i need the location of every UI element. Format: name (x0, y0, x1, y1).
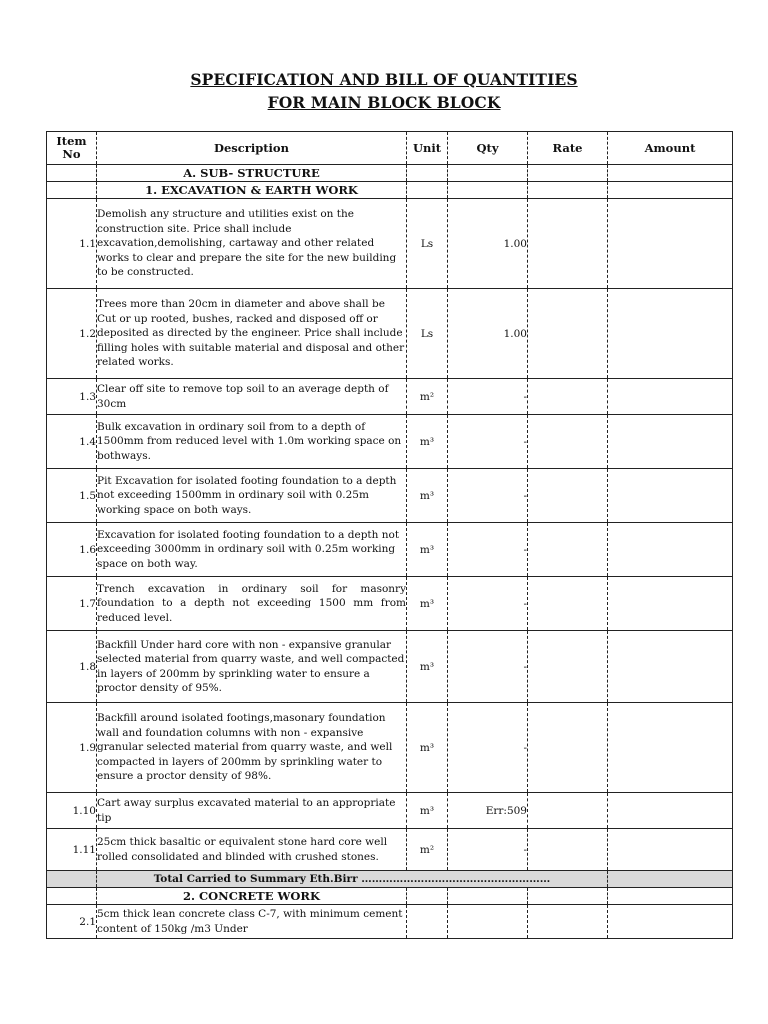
item-unit: Ls (407, 199, 448, 289)
item-qty: 1.00 (448, 289, 528, 379)
item-no: 1.6 (47, 523, 97, 577)
item-description: Backfill Under hard core with non - expansive granular selected material from quarry waste, and well compacted in layers of 200mm by sprinkling water to ensure a proctor density of 95%. (97, 631, 407, 703)
item-amount (608, 577, 733, 631)
header-amount: Amount (608, 132, 733, 165)
table-row (47, 379, 733, 415)
item-amount (608, 199, 733, 289)
item-description: Clear off site to remove top soil to an average depth of 30cm (97, 379, 407, 415)
section-excavation: 1. EXCAVATION & EARTH WORK (97, 182, 407, 199)
table-row (47, 631, 733, 703)
item-unit: m³ (407, 415, 448, 469)
item-rate (528, 289, 608, 379)
section-sub-structure: A. SUB- STRUCTURE (97, 165, 407, 182)
item-rate (528, 379, 608, 415)
table-row (47, 469, 733, 523)
item-rate (528, 577, 608, 631)
item-description: Demolish any structure and utilities exist on the construction site. Price shall include excavation,demolishing, cartaway and other related works to clear and prepare the site for the new building to be constructed. (97, 199, 407, 289)
item-qty: - (448, 415, 528, 469)
item-description: Backfill around isolated footings,masonary foundation wall and foundation columns with non - expansive granular selected material from quarry waste, and well compacted in layers of 200mm by sprinkling water to ensure a proctor density of 98%. (97, 703, 407, 793)
item-description: Bulk excavation in ordinary soil from to a depth of 1500mm from reduced level with 1.0m working space on bothways. (97, 415, 407, 469)
total-carried-label: Total Carried to Summary Eth.Birr ……………………………………………… (97, 871, 608, 888)
item-unit: m² (407, 379, 448, 415)
title-line-2: FOR MAIN BLOCK BLOCK (267, 93, 501, 112)
item-description: Trees more than 20cm in diameter and above shall be Cut or up rooted, bushes, racked and disposed off or deposited as directed by the engineer. Price shall include filling holes with suitable material and disposal and other related works. (97, 289, 407, 379)
item-qty: - (448, 523, 528, 577)
item-rate (528, 523, 608, 577)
item-amount (608, 469, 733, 523)
item-description: 5cm thick lean concrete class C-7, with minimum cement content of 150kg /m3 Under (97, 905, 407, 939)
item-no: 1.8 (47, 631, 97, 703)
table-row (47, 793, 733, 829)
header-item-no: Item No (47, 132, 97, 165)
item-qty: - (448, 703, 528, 793)
item-amount (608, 703, 733, 793)
item-qty: 1.00 (448, 199, 528, 289)
item-qty: - (448, 829, 528, 871)
item-amount (608, 289, 733, 379)
bill-of-quantities-table (46, 131, 733, 939)
table-row (47, 829, 733, 871)
item-unit: m³ (407, 703, 448, 793)
section-concrete-work: 2. CONCRETE WORK (97, 888, 407, 905)
table-row (47, 415, 733, 469)
item-qty: Err:509 (448, 793, 528, 829)
table-row (47, 199, 733, 289)
table-row (47, 703, 733, 793)
table-header-row (47, 132, 733, 165)
item-unit: m³ (407, 523, 448, 577)
item-qty: - (448, 379, 528, 415)
header-qty: Qty (448, 132, 528, 165)
item-unit: m³ (407, 469, 448, 523)
item-qty: - (448, 631, 528, 703)
document-title (0, 68, 768, 114)
item-unit: m³ (407, 577, 448, 631)
item-unit: m³ (407, 631, 448, 703)
item-unit (407, 905, 448, 939)
item-amount (608, 793, 733, 829)
item-description: Trench excavation in ordinary soil for masonry foundation to a depth not exceeding 1500 mm from reduced level. (97, 577, 407, 631)
item-description: 25cm thick basaltic or equivalent stone hard core well rolled consolidated and blinded with crushed stones. (97, 829, 407, 871)
item-amount (608, 905, 733, 939)
section-row (47, 888, 733, 905)
item-unit: Ls (407, 289, 448, 379)
section-row (47, 182, 733, 199)
item-rate (528, 703, 608, 793)
item-rate (528, 469, 608, 523)
item-rate (528, 829, 608, 871)
item-unit: m³ (407, 793, 448, 829)
total-row (47, 871, 733, 888)
item-rate (528, 793, 608, 829)
item-rate (528, 415, 608, 469)
item-description: Cart away surplus excavated material to an appropriate tip (97, 793, 407, 829)
item-amount (608, 415, 733, 469)
item-no: 1.10 (47, 793, 97, 829)
item-no: 1.9 (47, 703, 97, 793)
header-description: Description (97, 132, 407, 165)
item-description: Pit Excavation for isolated footing foundation to a depth not exceeding 1500mm in ordinary soil with 0.25m working space on both ways. (97, 469, 407, 523)
total-amount (608, 871, 733, 888)
item-rate (528, 631, 608, 703)
item-amount (608, 829, 733, 871)
item-amount (608, 523, 733, 577)
item-qty (448, 905, 528, 939)
title-line-1: SPECIFICATION AND BILL OF QUANTITIES (190, 70, 578, 89)
item-rate (528, 199, 608, 289)
item-qty: - (448, 469, 528, 523)
item-no: 1.7 (47, 577, 97, 631)
item-no: 1.2 (47, 289, 97, 379)
table-row (47, 289, 733, 379)
item-no: 1.1 (47, 199, 97, 289)
item-no: 2.1 (47, 905, 97, 939)
item-no: 1.3 (47, 379, 97, 415)
header-unit: Unit (407, 132, 448, 165)
item-amount (608, 379, 733, 415)
item-no: 1.4 (47, 415, 97, 469)
item-unit: m² (407, 829, 448, 871)
item-description: Excavation for isolated footing foundation to a depth not exceeding 3000mm in ordinary soil with 0.25m working space on both way. (97, 523, 407, 577)
item-amount (608, 631, 733, 703)
header-rate: Rate (528, 132, 608, 165)
item-no: 1.5 (47, 469, 97, 523)
table-row (47, 523, 733, 577)
section-row (47, 165, 733, 182)
item-rate (528, 905, 608, 939)
table-row (47, 905, 733, 939)
item-qty: - (448, 577, 528, 631)
item-no: 1.11 (47, 829, 97, 871)
table-row (47, 577, 733, 631)
